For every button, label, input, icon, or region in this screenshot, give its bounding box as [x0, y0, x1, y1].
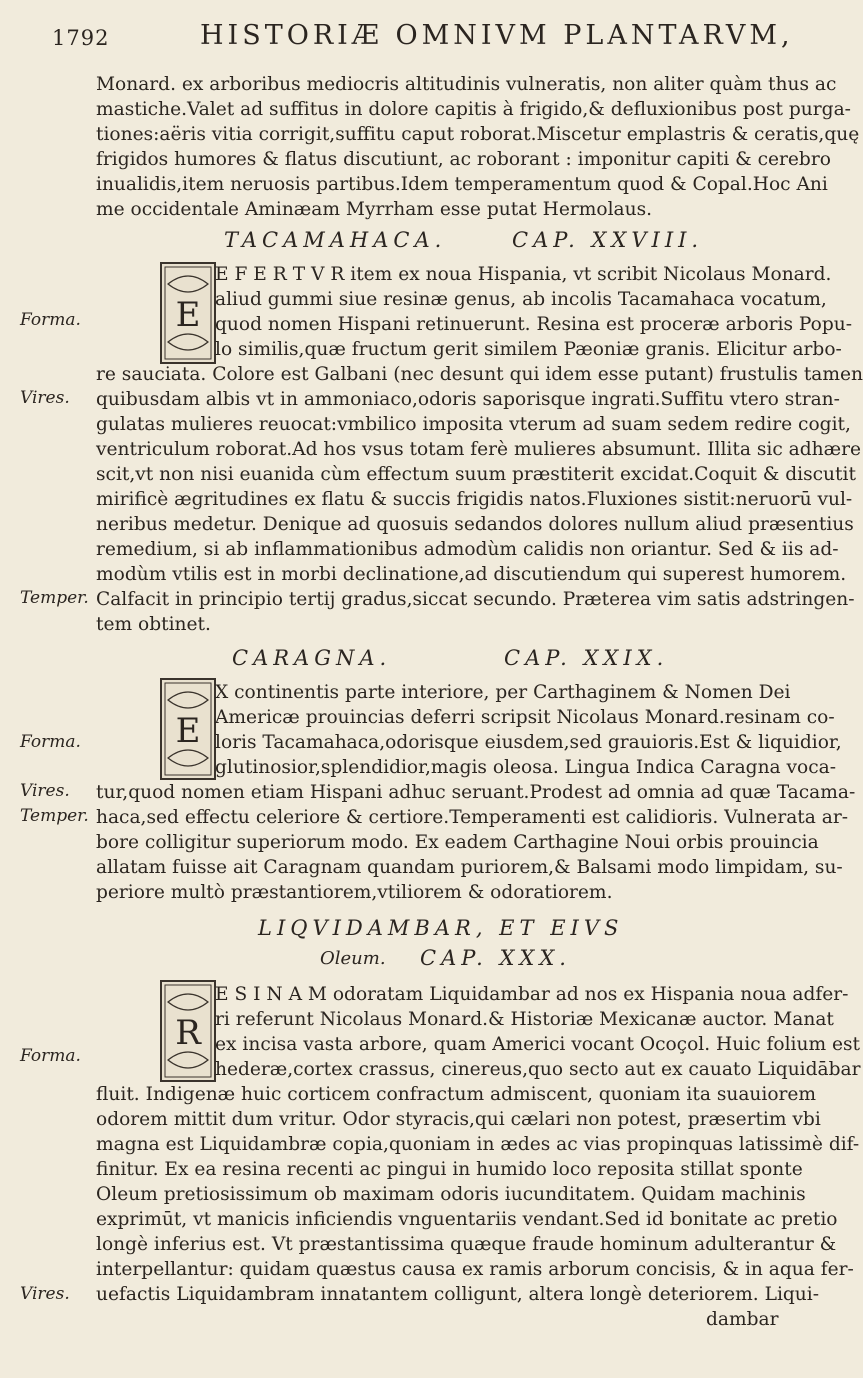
text-line: scit,vt non nisi euanida cùm effectum suum præstiterit excidat.Coquit & discutit: [96, 464, 856, 485]
text-line: aliud gummi siue resinæ genus, ab incolis Tacamahaca vocatum,: [215, 289, 827, 310]
decorated-initial: [160, 678, 216, 780]
ornament-icon: [162, 982, 214, 1080]
chapter-subtitle: Oleum.: [320, 948, 386, 969]
text-line: ventriculum roborat.Ad hos vsus totam ferè mulieres absumunt. Illita sic adhære: [96, 439, 861, 460]
text-line: haca,sed effectu celeriore & certiore.Temperamenti est calidioris. Vulnerata ar-: [96, 807, 849, 828]
decorated-initial: [160, 980, 216, 1082]
margin-note: Forma.: [20, 732, 81, 752]
text-line: hederæ,cortex crassus, cinereus,quo secto aut ex cauato Liquidābar: [215, 1059, 861, 1080]
initial-letter: E: [175, 711, 201, 751]
text-line: Oleum pretiosissimum ob maximam odoris iucunditatem. Quidam machinis: [96, 1184, 806, 1205]
text-line: frigidos humores & flatus discutiunt, ac roborant : imponitur capiti & cerebro: [96, 149, 831, 170]
text-line: longè inferius est. Vt præstantissima quæque fraude hominum adulterantur &: [96, 1234, 837, 1255]
catchword: dambar: [706, 1309, 779, 1330]
margin-note: Forma.: [20, 310, 81, 330]
page-header: [0, 12, 800, 52]
text-line: interpellantur: quidam quæstus causa ex ramis arborum concisis, & in aqua fer-: [96, 1259, 854, 1280]
text-line: finitur. Ex ea resina recenti ac pingui in humido loco reposita stillat sponte: [96, 1159, 803, 1180]
chapter-number: CAP. XXIX.: [504, 646, 669, 670]
text-line: uefactis Liquidambram innatantem colligunt, altera longè deteriorem. Liqui-: [96, 1284, 819, 1305]
text-line: fluit. Indigenæ huic corticem confractum admiscent, quoniam ita suauiorem: [96, 1084, 817, 1105]
decorated-initial: [160, 262, 216, 364]
text-line: mirificè ægritudines ex flatu & succis frigidis natos.Fluxiones sistit:neruorū vul-: [96, 489, 853, 510]
initial-letter: E: [175, 295, 201, 335]
text-line: modùm vtilis est in morbi declinatione,ad discutiendum qui superest humorem.: [96, 564, 847, 585]
text-line: ex incisa vasta arbore, quam Americi vocant Ocoçol. Huic folium est: [215, 1034, 861, 1055]
text-line: Calfacit in principio tertij gradus,siccat secundo. Præterea vim satis adstringen-: [96, 589, 855, 610]
initial-letter: R: [175, 1013, 201, 1053]
chapter-number: CAP. XXX.: [420, 946, 571, 970]
text-line: ri referunt Nicolaus Monard.& Historiæ Mexicanæ auctor. Manat: [215, 1009, 834, 1030]
text-line: re sauciata. Colore est Galbani (nec desunt qui idem esse putant) frustulis tamen: [96, 364, 863, 385]
margin-note: Vires.: [20, 1284, 70, 1304]
text-line: mastiche.Valet ad suffitus in dolore capitis à frigido,& defluxionibus post purga-: [96, 99, 851, 120]
text-line: quod nomen Hispani retinuerunt. Resina est proceræ arboris Popu-: [215, 314, 853, 335]
text-line: loris Tacamahaca,odorisque eiusdem,sed grauioris.Est & liquidior,: [215, 732, 842, 753]
text-line: odorem mittit dum vritur. Odor styracis,qui cælari non potest, præsertim vbi: [96, 1109, 821, 1130]
text-line: tur,quod nomen etiam Hispani adhuc seruant.Prodest ad omnia ad quæ Tacama-: [96, 782, 856, 803]
page-number: 1792: [52, 26, 110, 50]
text-line: quibusdam albis vt in ammoniaco,odoris saporisque ingrati.Suffitu vtero stran-: [96, 389, 840, 410]
chapter-title: TACAMAHACA.: [224, 228, 447, 252]
text-line: glutinosior,splendidior,magis oleosa. Lingua Indica Caragna voca-: [215, 757, 837, 778]
margin-note: Vires.: [20, 388, 70, 408]
text-line: lo similis,quæ fructum gerit similem Pæoniæ granis. Elicitur arbo-: [215, 339, 842, 360]
text-line: E F E R T V R item ex noua Hispania, vt scribit Nicolaus Monard.: [215, 264, 832, 285]
text-line: magna est Liquidambræ copia,quoniam in ædes ac vias propinquas latissimè dif-: [96, 1134, 860, 1155]
text-line: allatam fuisse ait Caragnam quandam puriorem,& Balsami modo limpidam, su-: [96, 857, 843, 878]
text-line: inualidis,item neruosis partibus.Idem temperamentum quod & Copal.Hoc Ani: [96, 174, 828, 195]
ornament-icon: [162, 264, 214, 362]
text-line: periore multò præstantiorem,vtiliorem & odoratiorem.: [96, 882, 613, 903]
text-line: bore colligitur superiorum modo. Ex eadem Carthagine Noui orbis prouincia: [96, 832, 819, 853]
text-line: tiones:aëris vitia corrigit,suffitu caput roborat.Miscetur emplastris & ceratis,quę: [96, 124, 860, 145]
text-line: tem obtinet.: [96, 614, 211, 635]
chapter-title: LIQVIDAMBAR, ET EIVS: [258, 916, 624, 940]
text-line: E S I N A M odoratam Liquidambar ad nos ex Hispania noua adfer-: [215, 984, 849, 1005]
text-line: neribus medetur. Denique ad quosuis sedandos dolores nullum aliud præsentius: [96, 514, 854, 535]
text-line: Monard. ex arboribus mediocris altitudinis vulneratis, non aliter quàm thus ac: [96, 74, 837, 95]
chapter-title: CARAGNA.: [232, 646, 392, 670]
margin-note: Temper.: [20, 806, 89, 826]
text-line: Americæ prouincias deferri scripsit Nicolaus Monard.resinam co-: [215, 707, 835, 728]
text-line: exprimūt, vt manicis inficiendis vnguentariis vendant.Sed id bonitate ac pretio: [96, 1209, 838, 1230]
text-line: remedium, si ab inflammationibus admodùm calidis non oriantur. Sed & iis ad-: [96, 539, 839, 560]
text-line: gulatas mulieres reuocat:vmbilico imposita vterum ad suam sedem redire cogit,: [96, 414, 851, 435]
margin-note: Vires.: [20, 781, 70, 801]
running-head: HISTORIÆ OMNIVM PLANTARVM,: [200, 20, 794, 51]
margin-note: Forma.: [20, 1046, 81, 1066]
text-line: me occidentale Aminæam Myrrham esse putat Hermolaus.: [96, 199, 653, 220]
ornament-icon: [162, 680, 214, 778]
text-line: X continentis parte interiore, per Carthaginem & Nomen Dei: [215, 682, 791, 703]
chapter-number: CAP. XXVIII.: [512, 228, 704, 252]
margin-note: Temper.: [20, 588, 89, 608]
